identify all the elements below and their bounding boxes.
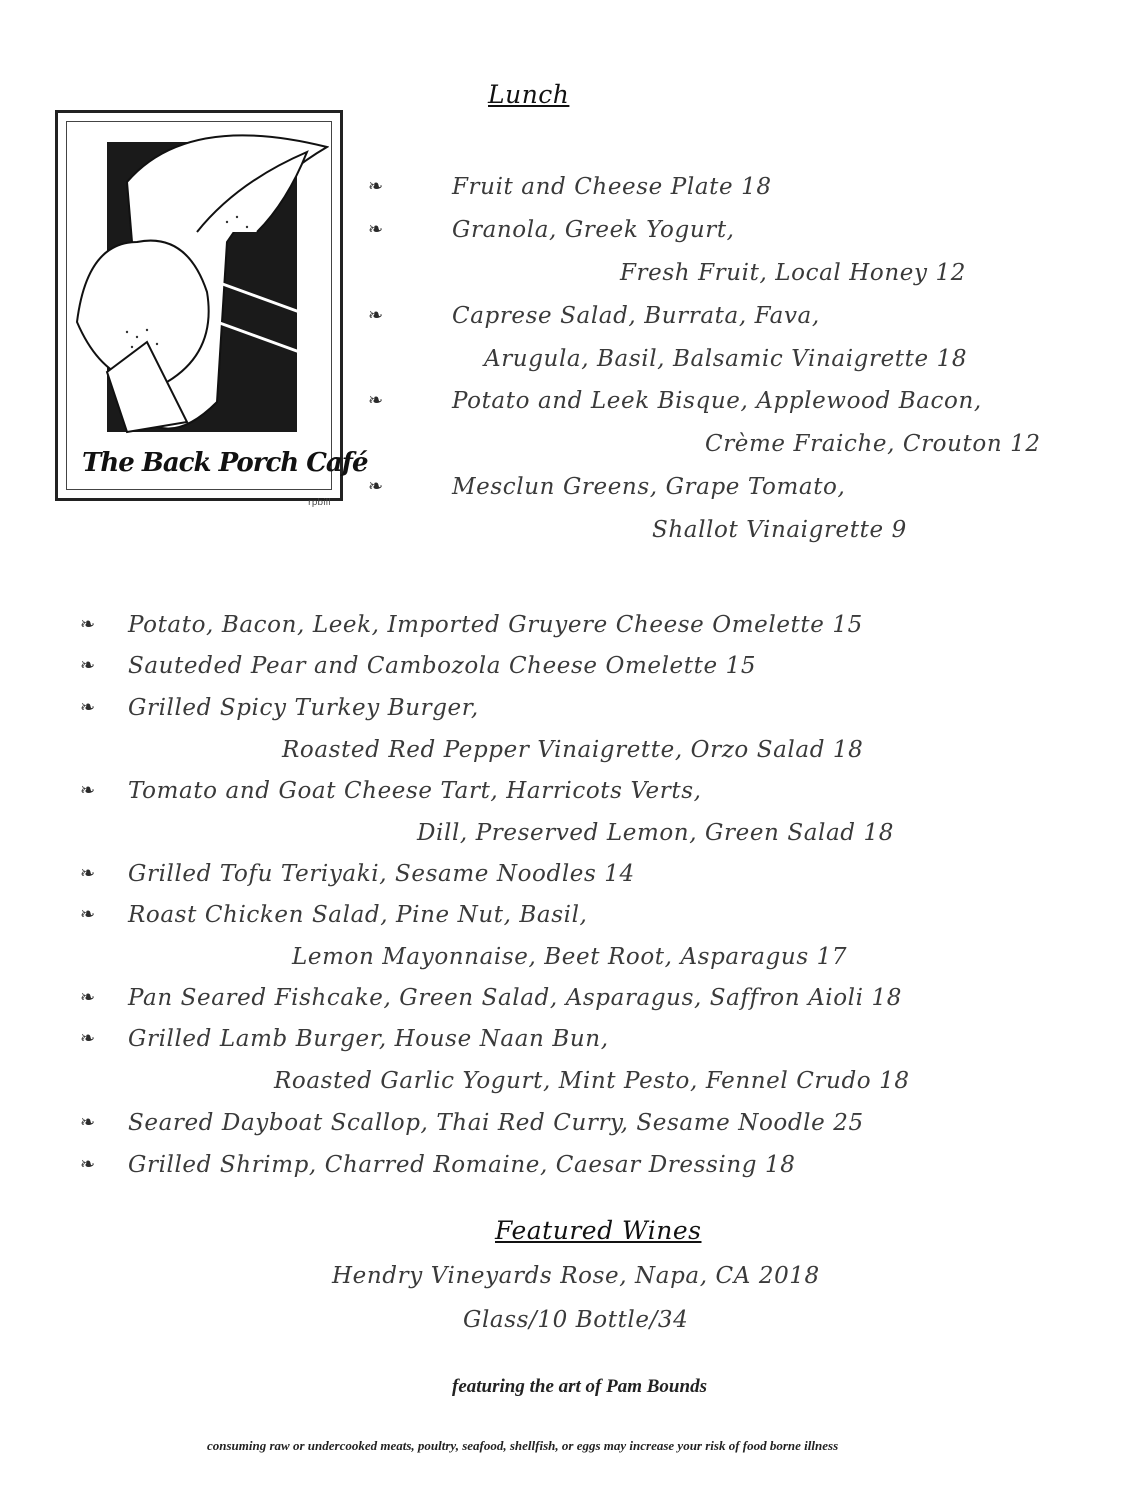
swirl-bullet-icon: ❧ xyxy=(80,1028,96,1049)
menu-item-line: Granola, Greek Yogurt, xyxy=(452,217,735,243)
logo-artist-mark: rpbill xyxy=(308,498,331,508)
menu-item-line: Pan Seared Fishcake, Green Salad, Asparagus, Saffron Aioli 18 xyxy=(128,985,902,1011)
swirl-bullet-icon: ❧ xyxy=(80,780,96,801)
featured-wines-heading: Featured Wines xyxy=(495,1216,702,1245)
menu-item-line-continued: Roasted Garlic Yogurt, Mint Pesto, Fennel Crudo 18 xyxy=(274,1068,910,1094)
menu-item-line: Seared Dayboat Scallop, Thai Red Curry, Sesame Noodle 25 xyxy=(128,1110,864,1136)
swirl-bullet-icon: ❧ xyxy=(80,697,96,718)
swirl-bullet-icon: ❧ xyxy=(80,987,96,1008)
swirl-bullet-icon: ❧ xyxy=(368,476,384,497)
menu-item-line: Grilled Spicy Turkey Burger, xyxy=(128,695,479,721)
menu-item-line-continued: Lemon Mayonnaise, Beet Root, Asparagus 17 xyxy=(292,944,848,970)
menu-item-line: Fruit and Cheese Plate 18 xyxy=(452,174,772,200)
wine-name: Hendry Vineyards Rose, Napa, CA 2018 xyxy=(332,1263,820,1289)
wine-price: Glass/10 Bottle/34 xyxy=(463,1307,689,1333)
cafe-logo xyxy=(55,110,368,508)
menu-item-line: Sauteded Pear and Cambozola Cheese Omelette 15 xyxy=(128,653,757,679)
swirl-bullet-icon: ❧ xyxy=(368,305,384,326)
menu-item-line-continued: Dill, Preserved Lemon, Green Salad 18 xyxy=(417,820,894,846)
menu-item-line: Caprese Salad, Burrata, Fava, xyxy=(452,303,820,329)
menu-item-line-continued: Shallot Vinaigrette 9 xyxy=(652,517,907,543)
menu-item-line-continued: Roasted Red Pepper Vinaigrette, Orzo Salad 18 xyxy=(282,737,864,763)
menu-item-line: Roast Chicken Salad, Pine Nut, Basil, xyxy=(128,902,588,928)
swirl-bullet-icon: ❧ xyxy=(80,655,96,676)
swirl-bullet-icon: ❧ xyxy=(80,1112,96,1133)
menu-item-line: Tomato and Goat Cheese Tart, Harricots Verts, xyxy=(128,778,702,804)
swirl-bullet-icon: ❧ xyxy=(80,863,96,884)
menu-item-line-continued: Arugula, Basil, Balsamic Vinaigrette 18 xyxy=(484,346,968,372)
menu-item-line-continued: Fresh Fruit, Local Honey 12 xyxy=(620,260,966,286)
page-title: Lunch xyxy=(488,80,570,109)
calla-lily-illustration xyxy=(67,122,329,487)
swirl-bullet-icon: ❧ xyxy=(80,904,96,925)
art-credit: featuring the art of Pam Bounds xyxy=(452,1376,707,1397)
menu-item-line: Grilled Shrimp, Charred Romaine, Caesar Dressing 18 xyxy=(128,1152,796,1178)
logo-cafe-name: The Back Porch Café xyxy=(82,448,368,478)
menu-item-line: Mesclun Greens, Grape Tomato, xyxy=(452,474,846,500)
menu-item-line: Grilled Tofu Teriyaki, Sesame Noodles 14 xyxy=(128,861,635,887)
swirl-bullet-icon: ❧ xyxy=(80,1154,96,1175)
menu-item-line: Potato, Bacon, Leek, Imported Gruyere Cheese Omelette 15 xyxy=(128,612,863,638)
swirl-bullet-icon: ❧ xyxy=(368,176,384,197)
swirl-bullet-icon: ❧ xyxy=(368,219,384,240)
swirl-bullet-icon: ❧ xyxy=(368,390,384,411)
menu-item-line: Grilled Lamb Burger, House Naan Bun, xyxy=(128,1026,609,1052)
menu-item-line-continued: Crème Fraiche, Crouton 12 xyxy=(705,431,1041,457)
food-safety-disclaimer: consuming raw or undercooked meats, poultry, seafood, shellfish, or eggs may increase your risk of food borne illness xyxy=(207,1438,839,1453)
swirl-bullet-icon: ❧ xyxy=(80,614,96,635)
menu-item-line: Potato and Leek Bisque, Applewood Bacon, xyxy=(452,388,982,414)
